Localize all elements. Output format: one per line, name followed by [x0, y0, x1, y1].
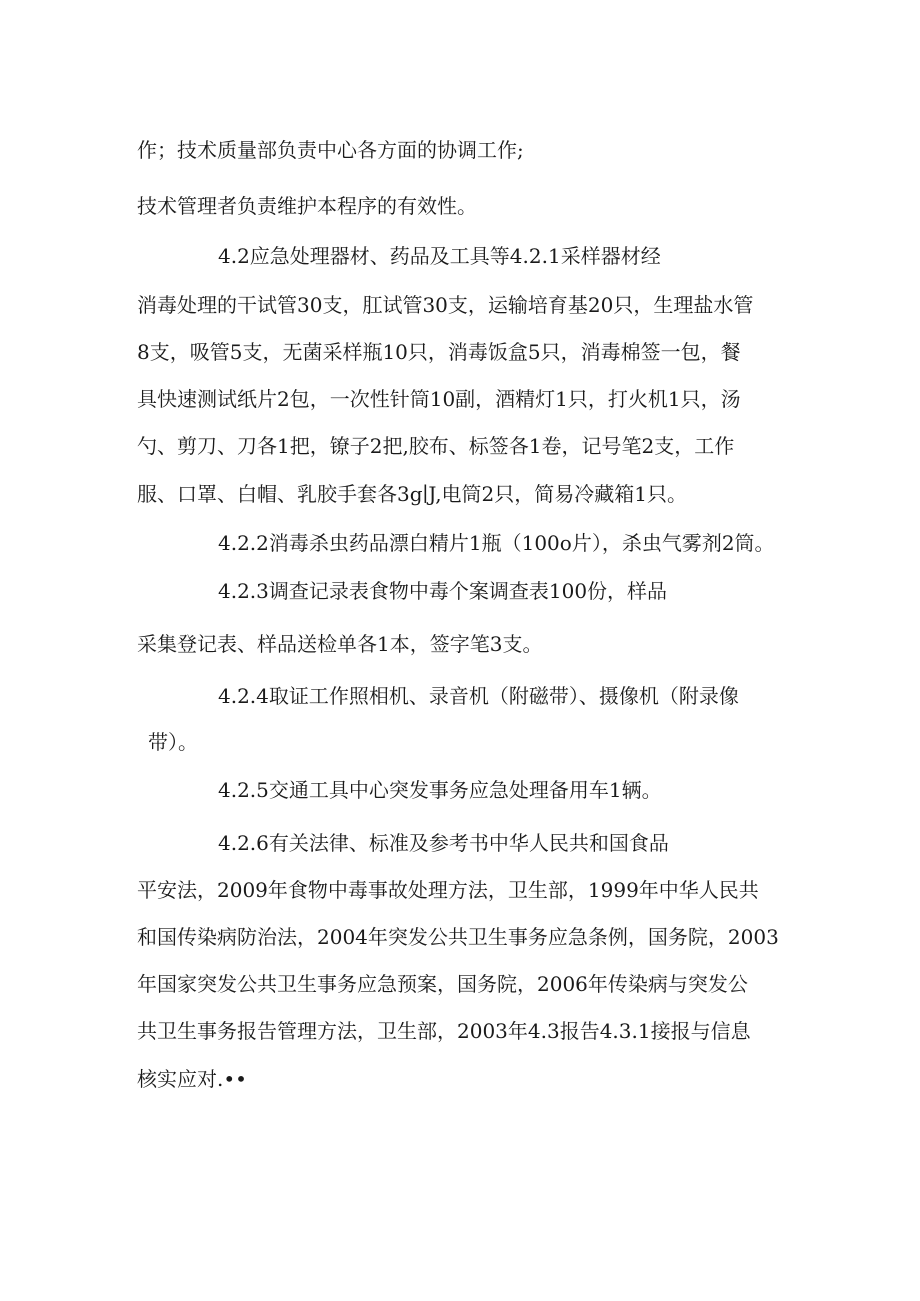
section-heading-4-2-4: 4.2.4取证工作照相机、录音机（附磁带）、摄像机（附录像 [218, 684, 739, 708]
section-heading-4-2-2: 4.2.2消毒杀虫药品漂白精片1瓶（100o片），杀虫气雾剂2筒。 [218, 531, 775, 555]
paragraph-line: 作；技术质量部负责中心各方面的协调工作; [137, 138, 524, 162]
paragraph-line: 技术管理者负责维护本程序的有效性。 [137, 194, 477, 218]
section-heading-4-2-3: 4.2.3调查记录表食物中毒个案调查表100份，样品 [218, 579, 668, 603]
paragraph-line: 核实应对.•• [137, 1067, 247, 1091]
paragraph-line: 采集登记表、样品送检单各1本，签字笔3支。 [137, 632, 543, 656]
paragraph-line: 带）。 [148, 730, 198, 754]
section-heading-4-2: 4.2应急处理器材、药品及工具等4.2.1采样器材经 [218, 244, 661, 268]
paragraph-line: 勺、剪刀、刀各1把，镣子2把,胶布、标签各1卷，记号笔2支，工作 [137, 434, 735, 458]
paragraph-line: 年国家突发公共卫生事务应急预案，国务院，2006年传染病与突发公 [137, 972, 748, 996]
paragraph-line: 共卫生事务报告管理方法，卫生部，2003年4.3报告4.3.1接报与信息 [137, 1019, 751, 1043]
paragraph-line: 和国传染病防治法，2004年突发公共卫生事务应急条例，国务院，2003 [137, 925, 779, 949]
paragraph-line: 具快速测试纸片2包，一次性针筒10副，酒精灯1只，打火机1只，汤 [137, 387, 741, 411]
paragraph-line: 8支，吸管5支，无菌采样瓶10只，消毒饭盒5只，消毒棉签一包，餐 [137, 340, 741, 364]
section-heading-4-2-5: 4.2.5交通工具中心突发事务应急处理备用车1辆。 [218, 778, 662, 802]
paragraph-line: 消毒处理的干试管30支，肛试管30支，运输培育基20只，生理盐水管 [137, 293, 754, 317]
section-heading-4-2-6: 4.2.6有关法律、标准及参考书中华人民共和国食品 [218, 831, 669, 855]
paragraph-line: 平安法，2009年食物中毒事故处理方法，卫生部，1999年中华人民共 [137, 878, 759, 902]
paragraph-line: 服、口罩、白帽、乳胶手套各3g∣J,电筒2只，简易冷藏箱1只。 [137, 482, 687, 506]
